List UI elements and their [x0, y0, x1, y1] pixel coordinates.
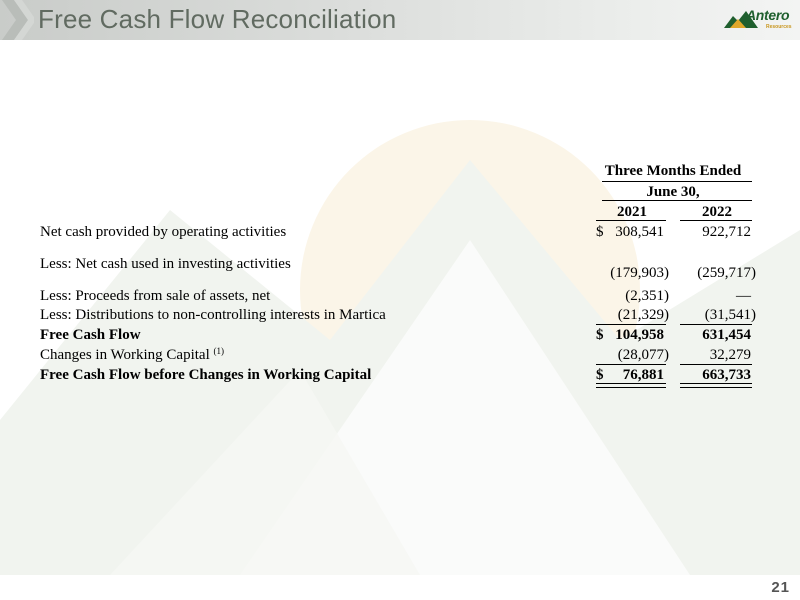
row-label: Less: Net cash used in investing activities — [40, 256, 291, 272]
value-2021: 76,881 — [622, 367, 664, 383]
header-bar — [0, 0, 800, 40]
subtotal-underline — [596, 364, 666, 365]
value-2021: (2,351) — [625, 288, 669, 304]
subtotal-underline — [596, 324, 666, 325]
column-underline-2022 — [680, 220, 752, 221]
row-label: Free Cash Flow — [40, 327, 141, 343]
total-double-underline — [680, 383, 752, 388]
footnote-marker: (1) — [213, 346, 224, 356]
header-underline — [602, 200, 752, 201]
total-double-underline — [596, 383, 666, 388]
column-header-2022: 2022 — [702, 204, 732, 220]
page-number: 21 — [771, 579, 790, 596]
value-2022: 663,733 — [702, 367, 751, 383]
column-group-header-line2: June 30, — [646, 184, 700, 200]
value-2021: 104,958 — [615, 327, 664, 343]
value-2021: 308,541 — [615, 224, 664, 240]
row-label: Less: Distributions to non-controlling interests in Martica — [40, 307, 386, 323]
value-2022: 631,454 — [702, 327, 751, 343]
chevron-icon — [0, 0, 34, 40]
row-label: Free Cash Flow before Changes in Working Capital — [40, 367, 372, 383]
subtotal-underline — [680, 364, 752, 365]
value-2021: (28,077) — [617, 347, 669, 363]
page-title: Free Cash Flow Reconciliation — [38, 4, 397, 34]
row-label: Less: Proceeds from sale of assets, net — [40, 288, 271, 304]
logo-wordmark: Antero — [746, 7, 790, 23]
logo-subtitle: Resources — [766, 24, 792, 30]
antero-logo — [724, 6, 794, 34]
dollar-sign: $ — [596, 367, 604, 383]
subtotal-underline — [680, 324, 752, 325]
value-2021: (21,329) — [617, 307, 669, 323]
row-label: Net cash provided by operating activities — [40, 224, 287, 240]
dollar-sign: $ — [596, 224, 604, 240]
value-2022: (31,541) — [704, 307, 756, 323]
column-underline-2021 — [596, 220, 666, 221]
value-2021: (179,903) — [610, 265, 669, 281]
column-group-header-line1: Three Months Ended — [604, 163, 742, 179]
row-label: Changes in Working Capital $^{(1)}$ — [40, 346, 224, 363]
value-2022: 922,712 — [702, 224, 751, 240]
value-2022: 32,279 — [709, 347, 751, 363]
footer-band — [0, 575, 800, 600]
header-underline — [602, 181, 752, 182]
value-2022: (259,717) — [697, 265, 756, 281]
dollar-sign: $ — [596, 327, 604, 343]
value-2022: — — [736, 288, 751, 304]
column-header-2021: 2021 — [617, 204, 647, 220]
